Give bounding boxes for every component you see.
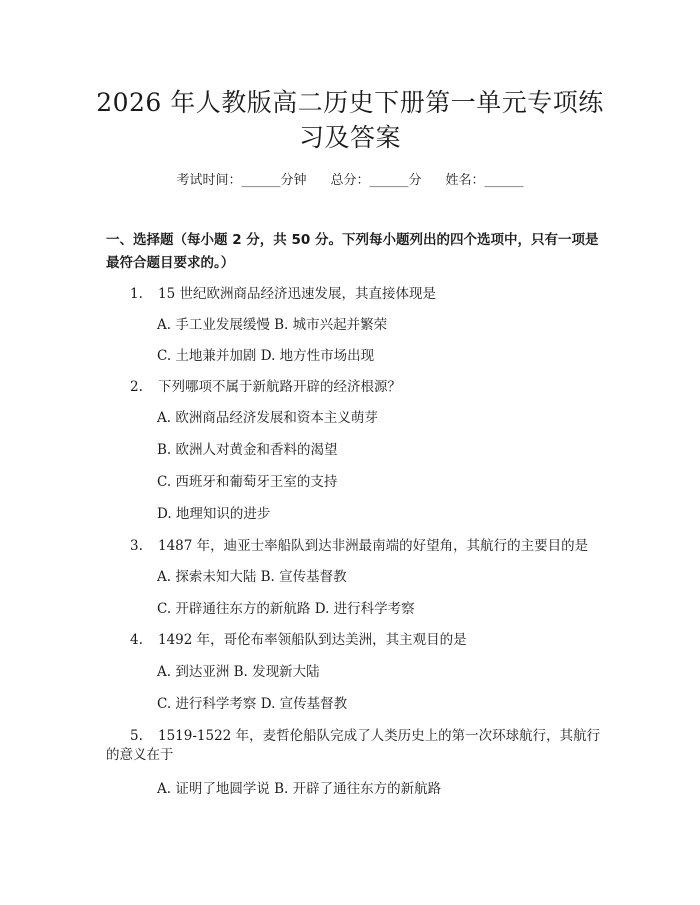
question-number: 4. bbox=[130, 632, 143, 648]
question-text: 15 世纪欧洲商品经济迅速发展，其直接体现是 bbox=[158, 286, 436, 302]
exam-meta bbox=[0, 169, 700, 188]
question-options: A. 探索未知大陆 B. 宣传基督教 bbox=[157, 569, 347, 585]
question-text: 1492 年，哥伦布率领船队到达美洲，其主观目的是 bbox=[158, 632, 467, 648]
question bbox=[130, 285, 436, 303]
question-options: C. 进行科学考察 D. 宣传基督教 bbox=[157, 696, 348, 712]
section-heading-line-1: 一、选择题（每小题 2 分，共 50 分。下列每小题列出的四个选项中，只有一项是 bbox=[106, 232, 599, 248]
document-title-line-2: 习及答案 bbox=[298, 123, 401, 152]
question-options: D. 地理知识的进步 bbox=[157, 506, 271, 522]
question-options: C. 开辟通往东方的新航路 D. 进行科学考察 bbox=[157, 601, 415, 617]
question-number: 3. bbox=[130, 538, 143, 554]
question-number: 2. bbox=[130, 379, 143, 395]
question-options: C. 土地兼并加剧 D. 地方性市场出现 bbox=[157, 348, 375, 364]
total-score: 总分：______分 bbox=[330, 173, 422, 188]
student-name: 姓名：______ bbox=[445, 173, 524, 188]
question-options: A. 到达亚洲 B. 发现新大陆 bbox=[157, 664, 320, 680]
question-text-continued: 的意义在于 bbox=[106, 747, 174, 763]
question-text: 1519-1522 年，麦哲伦船队完成了人类历史上的第一次环球航行，其航行 bbox=[158, 728, 601, 744]
question-options: B. 欧洲人对黄金和香料的渴望 bbox=[157, 442, 338, 458]
question bbox=[130, 378, 401, 396]
question-number: 5. bbox=[130, 728, 143, 744]
exam-time: 考试时间：______分钟 bbox=[176, 173, 307, 188]
question-options: A. 欧洲商品经济发展和资本主义萌芽 bbox=[157, 410, 378, 426]
question-options: C. 西班牙和葡萄牙王室的支持 bbox=[157, 474, 338, 490]
question bbox=[130, 537, 588, 555]
question bbox=[130, 727, 600, 745]
question-number: 1. bbox=[130, 286, 143, 302]
question-options: A. 证明了地圆学说 B. 开辟了通往东方的新航路 bbox=[157, 781, 442, 797]
question bbox=[130, 631, 467, 649]
question-text: 下列哪项不属于新航路开辟的经济根源？ bbox=[158, 379, 401, 395]
question-options: A. 手工业发展缓慢 B. 城市兴起并繁荣 bbox=[157, 317, 388, 333]
question-text: 1487 年，迪亚士率船队到达非洲最南端的好望角，其航行的主要目的是 bbox=[158, 538, 589, 554]
section-heading-line-2: 最符合题目要求的。） bbox=[106, 255, 235, 271]
document-title-line-1: 2026 年人教版高二历史下册第一单元专项练 bbox=[96, 88, 604, 117]
